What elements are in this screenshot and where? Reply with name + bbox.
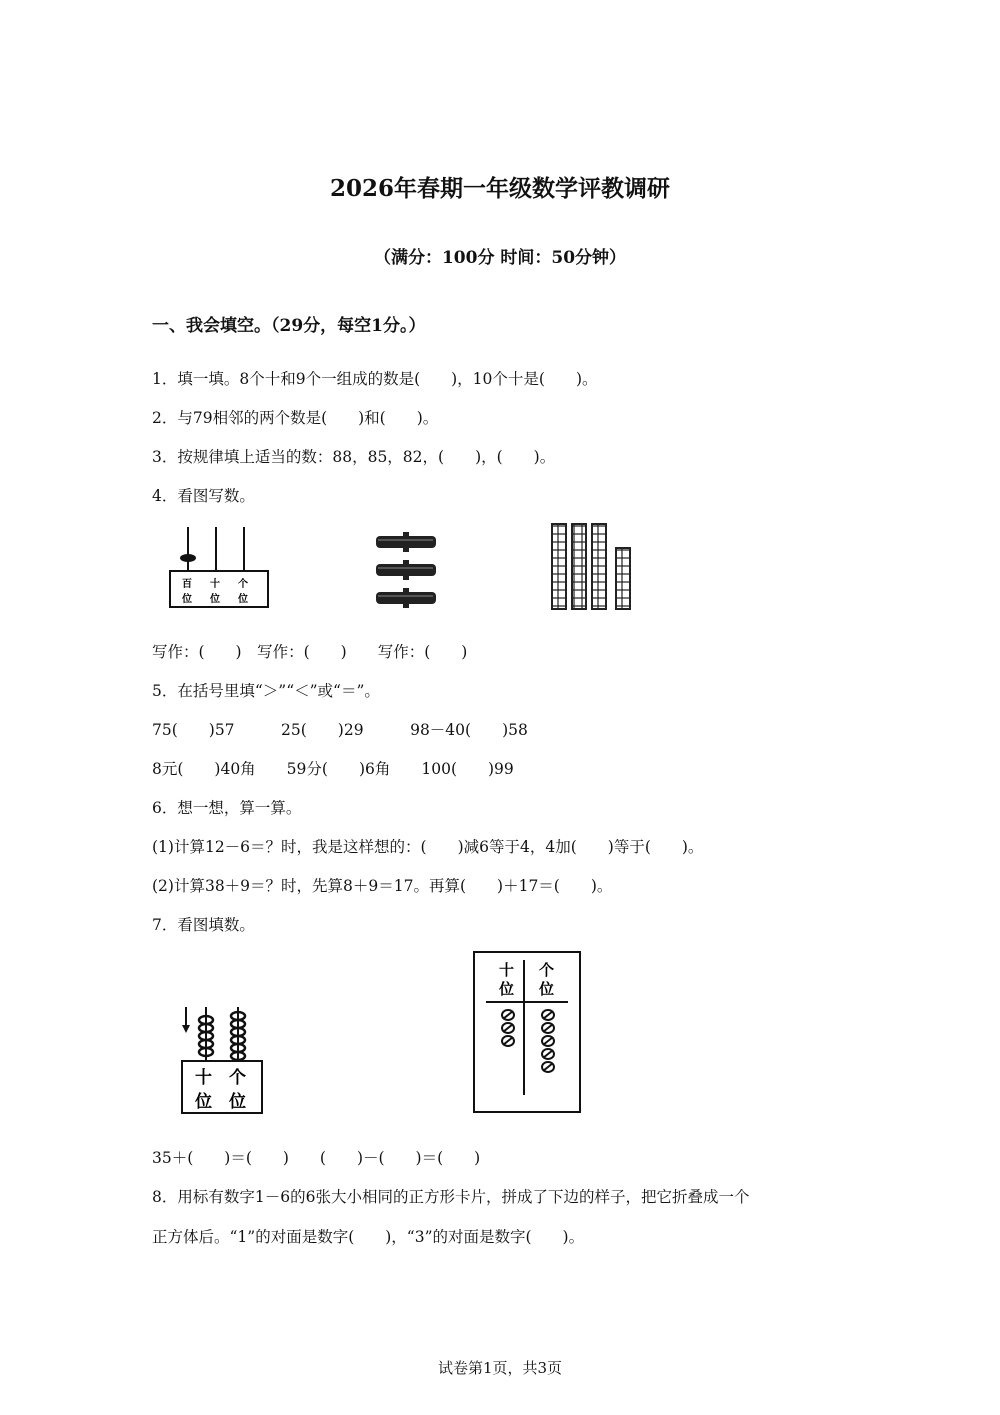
page-title: 2026年春期一年级数学评教调研 xyxy=(329,175,670,202)
abacus-figure-2 xyxy=(178,1003,268,1118)
abacus-label: 位 xyxy=(210,594,220,605)
question-7: 7．看图填数。 xyxy=(152,916,255,934)
abacus-label: 位 xyxy=(195,1092,212,1112)
abacus-label: 位 xyxy=(238,594,248,605)
question-5: 5．在括号里填“＞”“＜”或“＝”。 xyxy=(152,682,380,700)
ten-rod xyxy=(552,524,566,609)
stick-bundle xyxy=(376,588,436,608)
question-4: 4．看图写数。 xyxy=(152,487,255,505)
abacus-label: 位 xyxy=(182,594,192,605)
cube-rods-figure xyxy=(550,518,635,613)
unit-cubes xyxy=(616,548,630,609)
question-6-part-2: (2)计算38＋9＝？时，先算8＋9＝17。再算( )＋17＝( )。 xyxy=(152,877,613,895)
ones-counters xyxy=(542,1010,554,1072)
question-6: 6．想一想，算一算。 xyxy=(152,799,302,817)
abacus-figure-1 xyxy=(168,525,278,615)
stick-bundle xyxy=(376,560,436,580)
ten-rod xyxy=(592,524,606,609)
abacus-label: 百 xyxy=(182,579,192,590)
abacus-label: 十 xyxy=(210,579,220,590)
question-6-part-1: (1)计算12－6＝？时，我是这样想的：( )减6等于4，4加( )等于( )。 xyxy=(152,838,704,856)
page-footer: 试卷第1页，共3页 xyxy=(437,1359,563,1377)
tens-counters xyxy=(502,1010,514,1046)
table-label: 位 xyxy=(539,980,555,998)
question-5-row-2: 8元( )40角 59分( )6角 100( )99 xyxy=(152,760,514,778)
ten-rod xyxy=(572,524,586,609)
question-3: 3．按规律填上适当的数：88，85，82，( )，( )。 xyxy=(152,448,556,466)
abacus-label: 个 xyxy=(238,579,248,590)
stick-bundles-figure xyxy=(373,528,443,613)
table-label: 十 xyxy=(499,961,515,979)
question-7-answers: 35＋( )＝( ) ( )－( )＝( ) xyxy=(152,1149,481,1167)
question-2: 2．与79相邻的两个数是( )和( )。 xyxy=(152,409,439,427)
page-subtitle: （满分：100分 时间：50分钟） xyxy=(373,248,627,268)
abacus-label: 位 xyxy=(229,1092,246,1112)
abacus-label: 十 xyxy=(195,1068,212,1088)
section-heading: 一、我会填空。（29分，每空1分。） xyxy=(152,316,426,336)
question-4-answers: 写作：( ) 写作：( ) 写作：( ) xyxy=(152,643,468,661)
ones-beads xyxy=(231,1012,245,1060)
abacus-bead xyxy=(180,554,196,562)
question-1: 1．填一填。8个十和9个一组成的数是( )，10个十是( )。 xyxy=(152,370,598,388)
question-8-line-2: 正方体后。“1”的对面是数字( )，“3”的对面是数字( )。 xyxy=(152,1228,585,1246)
question-8-line-1: 8．用标有数字1－6的6张大小相同的正方形卡片，拼成了下边的样子，把它折叠成一个 xyxy=(152,1188,750,1206)
table-label: 个 xyxy=(539,961,555,979)
place-value-table xyxy=(472,950,584,1116)
table-label: 位 xyxy=(499,980,515,998)
question-5-row-1: 75( )57 25( )29 98－40( )58 xyxy=(152,721,528,739)
abacus-label: 个 xyxy=(229,1068,246,1088)
stick-bundle xyxy=(376,532,436,552)
